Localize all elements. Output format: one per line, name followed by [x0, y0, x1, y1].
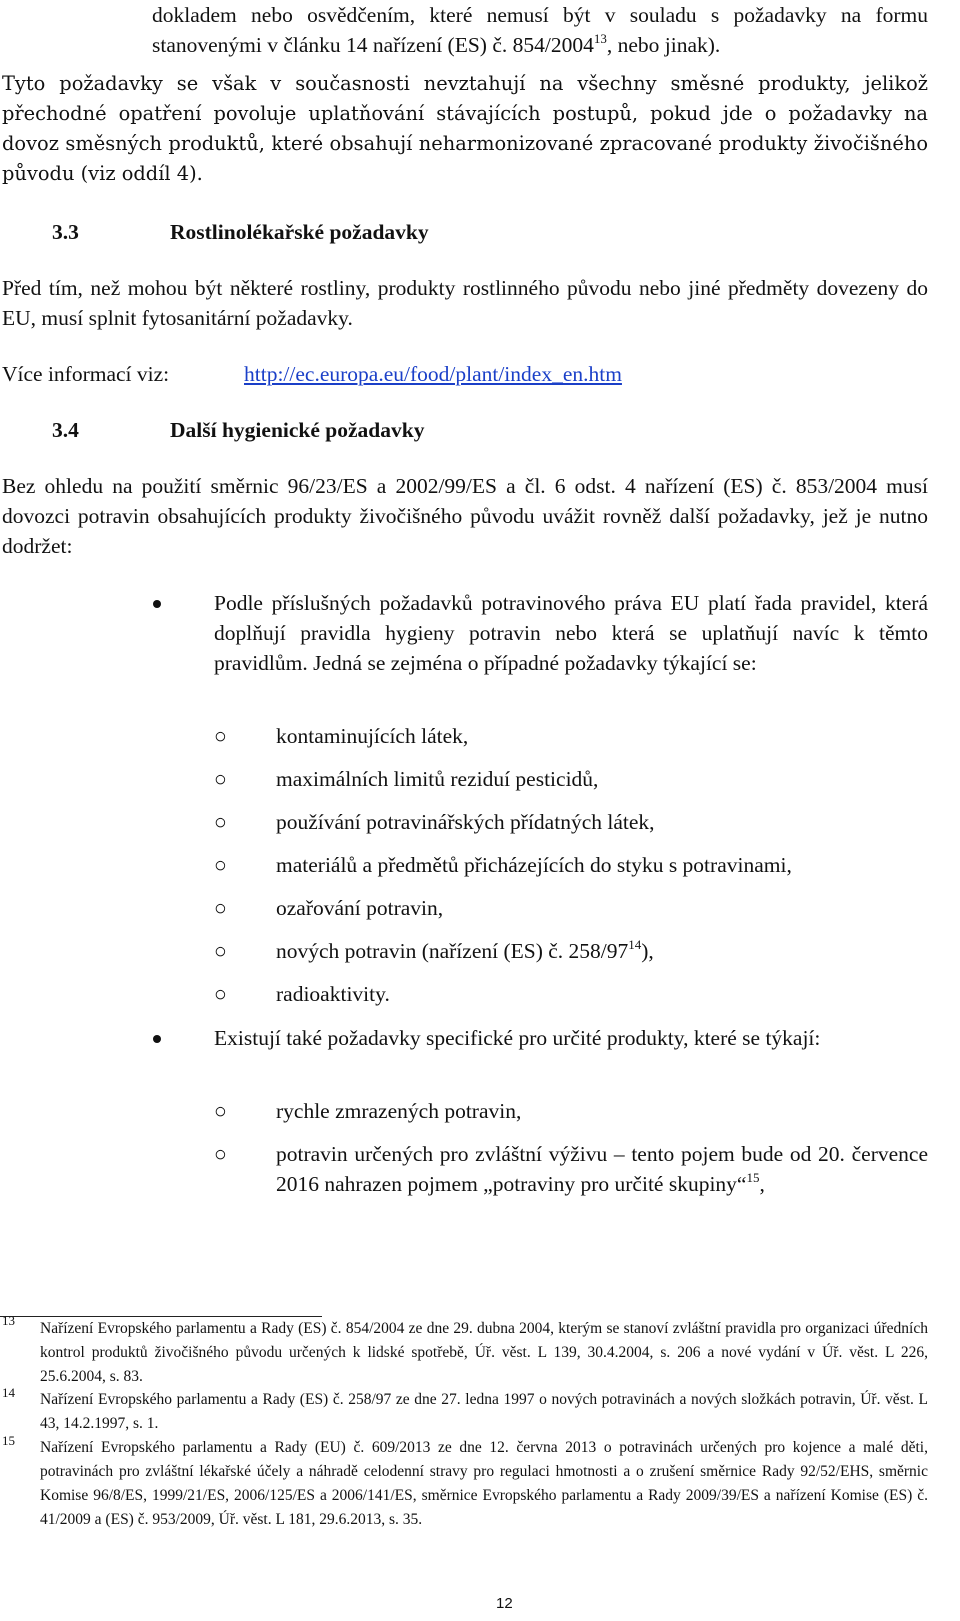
footnote-number: 13	[2, 1313, 15, 1328]
footnote-ref-13[interactable]: 13	[593, 31, 607, 46]
paragraph-hygiene: Bez ohledu na použití směrnic 96/23/ES a 2002/99/ES a čl. 6 odst. 4 nařízení (ES) č. 853/2004 musí dovozci potravin obsahujících produkty živočišného původu uvážit rovněž další požadavky, jež je nutno dodržet:	[2, 474, 928, 558]
bullet-icon	[153, 600, 161, 608]
footnote-number: 14	[2, 1385, 15, 1400]
circle-bullet-icon: ○	[214, 1099, 227, 1123]
bullet-item-2: Existují také požadavky specifické pro určité produkty, které se týkají:	[214, 1026, 821, 1050]
footnote-number: 15	[2, 1433, 15, 1448]
circle-bullet-icon: ○	[214, 982, 227, 1006]
sub-item: materiálů a předmětů přicházejících do styku s potravinami,	[276, 853, 792, 877]
circle-bullet-icon: ○	[214, 939, 227, 963]
sub-item-tail: ),	[641, 939, 654, 963]
section-heading-3-4	[52, 415, 424, 445]
sub-item: maximálních limitů reziduí pesticidů,	[276, 767, 599, 791]
page-number: 12	[496, 1595, 513, 1612]
bullet-icon	[153, 1035, 161, 1043]
sub-item: rychle zmrazených potravin,	[276, 1099, 522, 1123]
bullet-item-1: Podle příslušných požadavků potravinového práva EU platí řada pravidel, která doplňují pravidla hygieny potravin nebo která se uplatňují navíc k těmto pravidlům. Jedná se zejména o případné požadavky týkající se:	[214, 591, 928, 675]
more-info-label: Více informací viz:	[2, 362, 170, 386]
footnote-14: Nařízení Evropského parlamentu a Rady (ES) č. 258/97 ze dne 27. ledna 1997 o nových potravinách a nových složkách potravin, Úř. věst. L 43, 14.2.1997, s. 1.	[40, 1391, 928, 1432]
circle-bullet-icon: ○	[214, 810, 227, 834]
sub-item-text: potravin určených pro zvláštní výživu – tento pojem bude od 20. července 2016 nahrazen pojmem „potraviny pro určité skupiny“	[276, 1142, 928, 1196]
section-number: 3.3	[52, 220, 79, 244]
more-info-link[interactable]: http://ec.europa.eu/food/plant/index_en.htm	[244, 362, 622, 386]
circle-bullet-icon: ○	[214, 724, 227, 748]
more-info-line	[2, 359, 928, 389]
section-number: 3.4	[52, 418, 79, 442]
sub-item-novel-foods	[276, 936, 654, 966]
section-heading-3-3	[52, 217, 429, 247]
circle-bullet-icon: ○	[214, 767, 227, 791]
circle-bullet-icon: ○	[214, 1142, 227, 1166]
paragraph-text: dokladem nebo osvědčením, které nemusí být v souladu s požadavky na formu stanovenými v článku 14 nařízení (ES) č. 854/2004	[152, 3, 928, 57]
footnote-ref-15[interactable]: 15	[746, 1170, 760, 1185]
footnote-15: Nařízení Evropského parlamentu a Rady (EU) č. 609/2013 ze dne 12. června 2013 o potravinách určených pro kojence a malé děti, potravinách pro zvláštní lékařské účely a náhradě celodenní stravy pro regulaci hmotnosti a o zrušení směrnice Rady 92/52/EHS, směrnic Komise 96/8/ES, 1999/21/ES, 2006/125/ES a 2006/141/ES, směrnice Evropského parlamentu a Rady 2009/39/ES a nařízení Komise (ES) č. 41/2009 a (ES) č. 953/2009, Úř. věst. L 181, 29.6.2013, s. 35.	[40, 1439, 928, 1528]
section-title: Další hygienické požadavky	[170, 418, 425, 442]
paragraph-tail: , nebo jinak).	[606, 33, 721, 57]
circle-bullet-icon: ○	[214, 853, 227, 877]
paragraph-continuation	[152, 0, 928, 60]
section-title: Rostlinolékařské požadavky	[170, 220, 429, 244]
sub-item: používání potravinářských přídatných látek,	[276, 810, 655, 834]
sub-item-special-nutrition	[276, 1139, 928, 1199]
footnote-ref-14[interactable]: 14	[628, 937, 642, 952]
footnote-13: Nařízení Evropského parlamentu a Rady (ES) č. 854/2004 ze dne 29. dubna 2004, kterým se stanoví zvláštní pravidla pro organizaci úředních kontrol produktů živočišného původu určených k lidské spotřebě, Úř. věst. L 139, 30.4.2004, s. 206 a nové vydání v Úř. věst. L 226, 25.6.2004, s. 83.	[40, 1320, 928, 1385]
sub-item: kontaminujících látek,	[276, 724, 469, 748]
sub-item-tail: ,	[759, 1172, 765, 1196]
sub-item: ozařování potravin,	[276, 896, 444, 920]
paragraph-intro: Tyto požadavky se však v současnosti nevztahují na všechny směsné produkty, jelikož přechodné opatření povoluje uplatňování stávajících postupů, pokud jde o požadavky na dovoz směsných produktů, které obsahují neharmonizované zpracované produkty živočišného původu (viz oddíl 4).	[2, 72, 928, 185]
sub-item-text: nových potravin (nařízení (ES) č. 258/97	[276, 939, 629, 963]
paragraph-phyto: Před tím, než mohou být některé rostliny, produkty rostlinného původu nebo jiné předměty dovezeny do EU, musí splnit fytosanitární požadavky.	[2, 276, 928, 330]
sub-item: radioaktivity.	[276, 982, 390, 1006]
circle-bullet-icon: ○	[214, 896, 227, 920]
